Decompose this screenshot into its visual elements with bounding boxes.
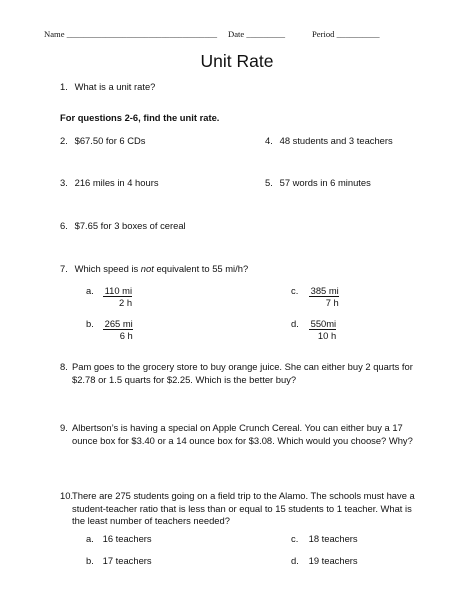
- question-text-emphasis: not: [140, 263, 154, 274]
- question-5: [265, 177, 371, 190]
- option-10c[interactable]: [291, 533, 358, 546]
- option-letter: d.: [291, 555, 299, 566]
- option-text: 19 teachers: [308, 555, 358, 566]
- option-letter: a.: [86, 285, 94, 296]
- fraction-numerator: 550mi: [310, 318, 337, 329]
- option-fraction: [103, 285, 132, 308]
- option-text: 16 teachers: [102, 533, 152, 544]
- question-8: [60, 361, 413, 386]
- option-letter: d.: [291, 318, 299, 329]
- option-text: 17 teachers: [102, 555, 152, 566]
- name-blank[interactable]: ___________________________________: [66, 29, 218, 39]
- question-6: [60, 220, 186, 233]
- option-10d[interactable]: [291, 555, 358, 568]
- question-text: 57 words in 6 minutes: [279, 177, 371, 188]
- question-9: [60, 422, 413, 447]
- question-text: What is a unit rate?: [74, 81, 156, 92]
- question-number: 5.: [265, 177, 273, 188]
- name-label: Name: [44, 29, 65, 39]
- question-7: [60, 263, 248, 276]
- question-4: [265, 135, 393, 148]
- fraction-denominator: 7 h: [325, 297, 339, 308]
- fraction-numerator: 265 mi: [104, 318, 133, 329]
- option-7b[interactable]: [86, 318, 133, 341]
- question-number: 1.: [60, 81, 68, 92]
- question-2: [60, 135, 145, 148]
- option-letter: a.: [86, 533, 94, 544]
- period-label: Period: [312, 29, 335, 39]
- question-text-line-1: Pam goes to the grocery store to buy orange juice. She can either buy 2 quarts for: [72, 361, 413, 372]
- option-10a[interactable]: [86, 533, 152, 546]
- question-text: $67.50 for 6 CDs: [74, 135, 146, 146]
- question-number: 9.: [60, 422, 68, 433]
- fraction-numerator: 110 mi: [104, 285, 133, 296]
- fraction-denominator: 6 h: [119, 330, 133, 341]
- question-text-line-1: There are 275 students going on a field trip to the Alamo. The schools must have a: [72, 490, 415, 501]
- question-number: 6.: [60, 220, 68, 231]
- question-text-before: Which speed is: [74, 263, 141, 274]
- question-number: 4.: [265, 135, 273, 146]
- period-line: [312, 28, 380, 41]
- name-line: [44, 28, 217, 41]
- option-fraction: [309, 318, 337, 341]
- date-blank[interactable]: _________: [246, 29, 286, 39]
- option-7a[interactable]: [86, 285, 132, 308]
- question-3: [60, 177, 159, 190]
- fraction-denominator: 2 h: [119, 297, 133, 308]
- question-text-line-1: Albertson’s is having a special on Apple Crunch Cereal. You can either buy a 17: [72, 422, 403, 433]
- question-text: $7.65 for 3 boxes of cereal: [74, 220, 186, 231]
- question-text: 216 miles in 4 hours: [74, 177, 159, 188]
- question-number: 3.: [60, 177, 68, 188]
- option-7d[interactable]: [291, 318, 336, 341]
- question-text: 48 students and 3 teachers: [279, 135, 393, 146]
- option-letter: c.: [291, 285, 299, 296]
- option-fraction: [103, 318, 133, 341]
- question-text-line-2: student-teacher ratio that is less than or equal to 15 students to 1 teacher. What is: [72, 502, 412, 514]
- question-number: 10.: [60, 490, 74, 501]
- page-title: Unit Rate: [200, 51, 274, 71]
- option-text: 18 teachers: [308, 533, 358, 544]
- option-letter: b.: [86, 555, 94, 566]
- question-1: [60, 81, 155, 94]
- period-blank[interactable]: __________: [336, 29, 380, 39]
- fraction-denominator: 10 h: [317, 330, 337, 341]
- option-letter: b.: [86, 318, 94, 329]
- date-label: Date: [228, 29, 245, 39]
- question-text-line-2: $2.78 or 1.5 quarts for $2.25. Which is the better buy?: [72, 373, 297, 385]
- question-10: [60, 490, 415, 528]
- fraction-numerator: 385 mi: [310, 285, 339, 296]
- option-fraction: [309, 285, 339, 308]
- question-number: 8.: [60, 361, 68, 372]
- option-7c[interactable]: [291, 285, 339, 308]
- instruction: For questions 2-6, find the unit rate.: [60, 112, 220, 123]
- option-10b[interactable]: [86, 555, 152, 568]
- question-text-line-3: the least number of teachers needed?: [72, 515, 230, 526]
- date-line: [228, 28, 285, 41]
- question-number: 2.: [60, 135, 68, 146]
- question-text-line-2: ounce box for $3.40 or a 14 ounce box for $3.08. Which would you choose? Why?: [72, 434, 413, 446]
- question-number: 7.: [60, 263, 68, 274]
- option-letter: c.: [291, 533, 299, 544]
- question-text-after: equivalent to 55 mi/h?: [153, 263, 249, 274]
